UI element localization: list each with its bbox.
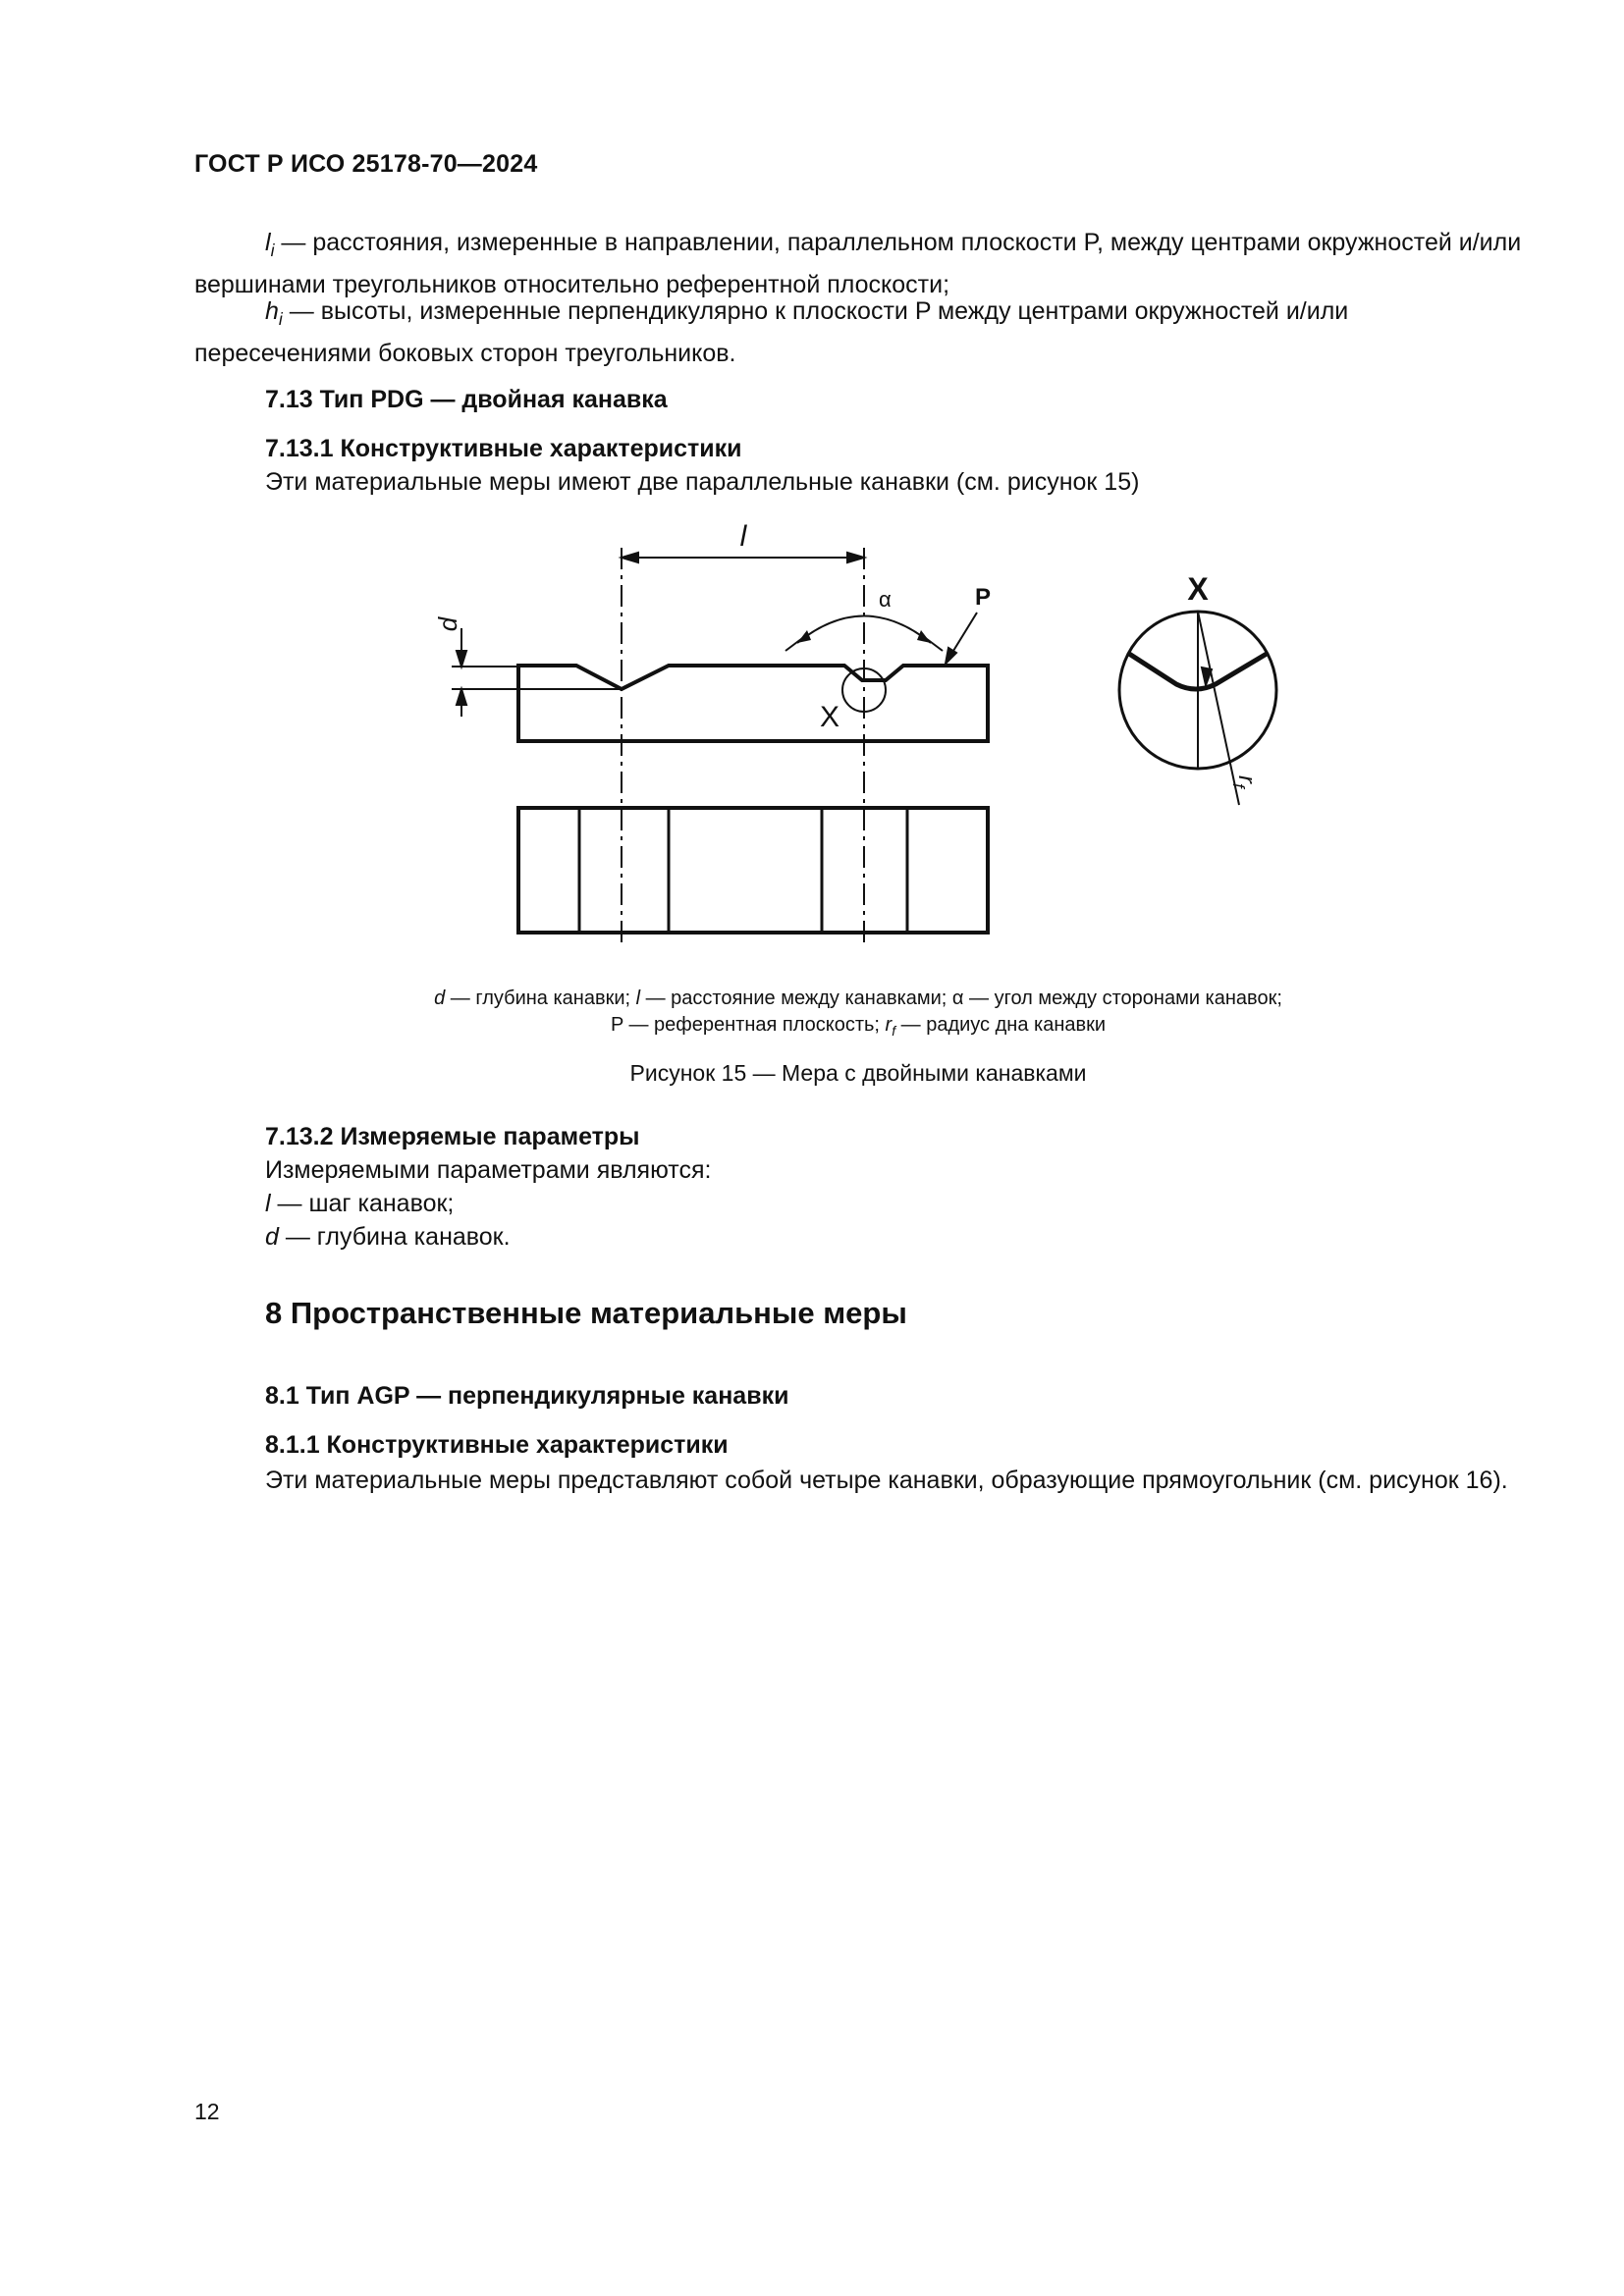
section-7-13-1-title: 7.13.1 Конструктивные характеристики xyxy=(265,435,742,462)
label-X-right: X xyxy=(1187,571,1209,607)
section-7-13-2-intro: Измеряемыми параметрами являются: xyxy=(265,1156,712,1184)
front-view-outline xyxy=(518,666,988,741)
section-7-13-title: 7.13 Тип PDG — двойная канавка xyxy=(265,386,668,413)
figure-caption: Рисунок 15 — Мера с двойными канавками xyxy=(629,1060,1087,1086)
figure-15 xyxy=(0,0,1624,982)
section-7-13-1-text: Эти материальные меры имеют две параллельные канавки (см. рисунок 15) xyxy=(265,468,1140,496)
h-symbol: $h_i$ xyxy=(265,297,283,329)
l-symbol: $l_i$ xyxy=(265,229,275,260)
section-8-1-title: 8.1 Тип AGP — перпендикулярные канавки xyxy=(265,1382,789,1410)
top-view-outline xyxy=(518,808,988,933)
figure-legend: d — глубина канавки; l — расстояние между канавками; α — угол между сторонами канавок; P — референтная плоскость; $r_f$ — радиус дна канавки xyxy=(434,988,1282,1039)
label-d: d xyxy=(433,616,462,632)
section-8-title: 8 Пространственные материальные меры xyxy=(265,1296,907,1330)
label-P: P xyxy=(975,584,992,611)
label-X-left: X xyxy=(819,701,840,733)
label-rf: $r_f$ xyxy=(1229,775,1260,788)
label-l: l xyxy=(739,520,747,553)
document-header: ГОСТ Р ИСО 25178-70—2024 xyxy=(194,150,538,178)
param-d: d — глубина канавок. xyxy=(265,1223,511,1251)
label-alpha: α xyxy=(879,587,892,612)
page-number: 12 xyxy=(194,2099,220,2124)
param-l: l — шаг канавок; xyxy=(265,1190,455,1217)
definition-h: $h_i$ — высоты, измеренные перпендикулярно к плоскости P между центрами окружностей и/или пересечениями боковых сторон треугольников. xyxy=(194,297,1349,367)
section-8-1-1-text: Эти материальные меры представляют собой четыре канавки, образующие прямоугольник (см. рисунок 16). xyxy=(265,1467,1508,1494)
definition-l: $l_i$ — расстояния, измеренные в направлении, параллельном плоскости P, между центрами окружностей и/или вершинами треугольников относительно референтной плоскости; xyxy=(194,229,1522,298)
section-7-13-2-title: 7.13.2 Измеряемые параметры xyxy=(265,1123,640,1150)
section-8-1-1-title: 8.1.1 Конструктивные характеристики xyxy=(265,1431,729,1459)
